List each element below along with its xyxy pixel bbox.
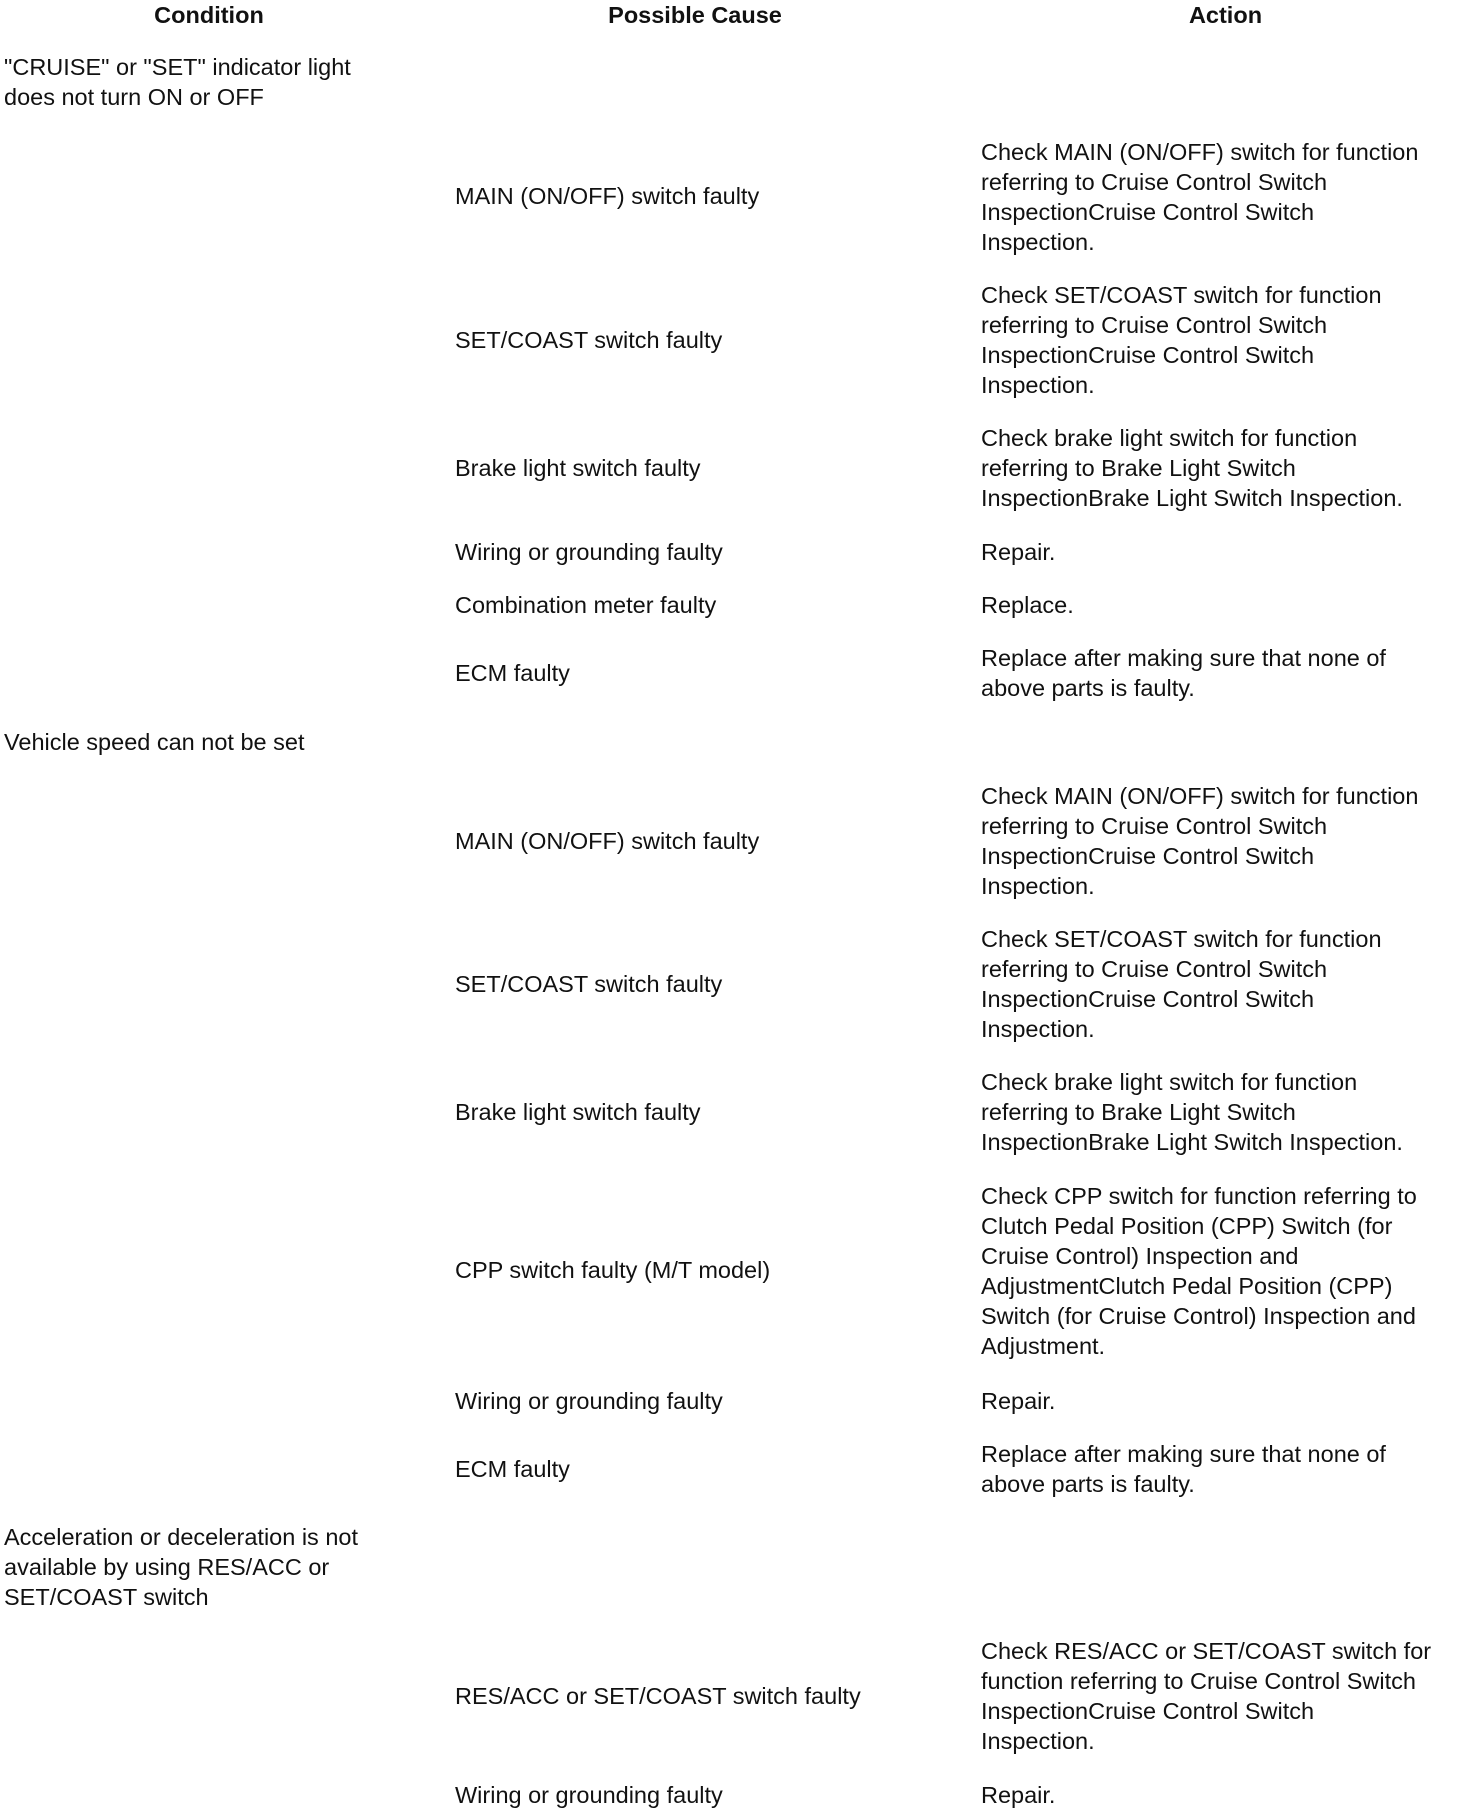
cause-header: Possible Cause [608, 2, 782, 28]
condition-header: Condition [154, 2, 264, 28]
cause-text: SET/COAST switch faulty [455, 327, 723, 353]
action-text: Check brake light switch for function referring to Brake Light Switch InspectionBrake Light Switch Inspection. [981, 425, 1403, 511]
cause-text: Brake light switch faulty [455, 455, 701, 481]
cause-text: MAIN (ON/OFF) switch faulty [455, 828, 760, 854]
action-text: Check CPP switch for function referring to Clutch Pedal Position (CPP) Switch (for Cruise Control) Inspection and AdjustmentClutch Pedal Position (CPP) Switch (for Cruise Control) Inspection and Adjustment. [981, 1183, 1417, 1359]
cause-text: CPP switch faulty (M/T model) [455, 1257, 771, 1283]
condition-text: Vehicle speed can not be set [4, 729, 305, 755]
condition-text: Acceleration or deceleration is not available by using RES/ACC or SET/COAST switch [4, 1524, 359, 1610]
cause-text: SET/COAST switch faulty [455, 971, 723, 997]
action-text: Check RES/ACC or SET/COAST switch for function referring to Cruise Control Switch InspectionCruise Control Switch Inspection. [981, 1638, 1432, 1754]
cause-text: RES/ACC or SET/COAST switch faulty [455, 1683, 861, 1709]
action-text: Replace. [981, 592, 1074, 618]
condition-text: "CRUISE" or "SET" indicator light does not turn ON or OFF [4, 54, 351, 110]
cause-text: Wiring or grounding faulty [455, 539, 723, 565]
action-text: Check brake light switch for function referring to Brake Light Switch InspectionBrake Light Switch Inspection. [981, 1069, 1403, 1155]
action-text: Check MAIN (ON/OFF) switch for function referring to Cruise Control Switch InspectionCruise Control Switch Inspection. [981, 783, 1419, 899]
cause-text: Wiring or grounding faulty [455, 1782, 723, 1808]
action-text: Check MAIN (ON/OFF) switch for function referring to Cruise Control Switch InspectionCruise Control Switch Inspection. [981, 139, 1419, 255]
action-text: Check SET/COAST switch for function referring to Cruise Control Switch InspectionCruise Control Switch Inspection. [981, 926, 1382, 1042]
cause-text: Wiring or grounding faulty [455, 1388, 723, 1414]
action-text: Repair. [981, 1388, 1056, 1414]
cause-text: Combination meter faulty [455, 592, 717, 618]
cause-text: ECM faulty [455, 660, 570, 686]
action-text: Replace after making sure that none of above parts is faulty. [981, 645, 1386, 701]
cause-text: ECM faulty [455, 1456, 570, 1482]
cause-text: Brake light switch faulty [455, 1099, 701, 1125]
action-header: Action [1188, 2, 1263, 28]
action-text: Replace after making sure that none of above parts is faulty. [981, 1441, 1386, 1497]
action-text: Repair. [981, 1782, 1056, 1808]
action-text: Check SET/COAST switch for function referring to Cruise Control Switch InspectionCruise Control Switch Inspection. [981, 282, 1382, 398]
action-text: Repair. [981, 539, 1056, 565]
cause-text: MAIN (ON/OFF) switch faulty [455, 183, 760, 209]
